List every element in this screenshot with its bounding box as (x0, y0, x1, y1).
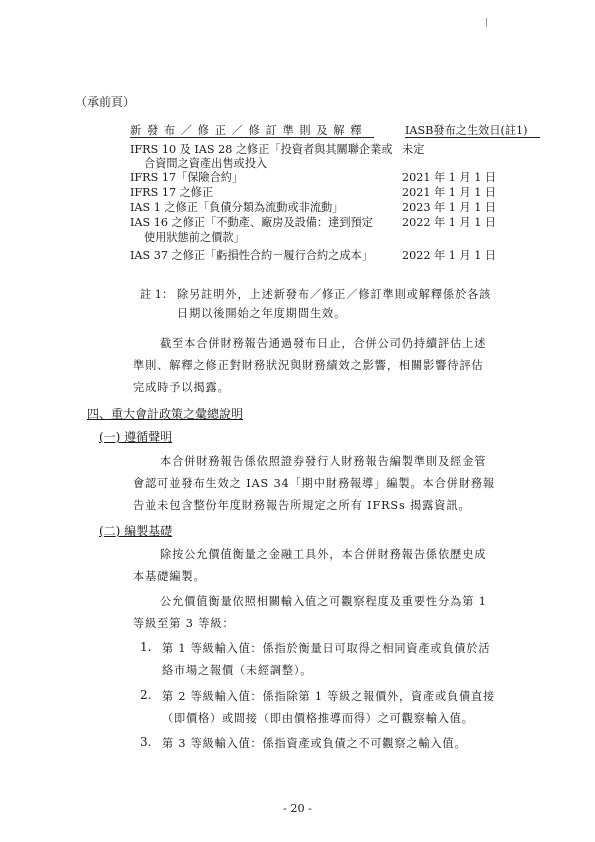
table-row-item: IAS 37 之修正「虧損性合約－履行合約之成本」 (130, 249, 373, 262)
page-number: - 20 - (283, 802, 312, 815)
paragraph-line: 除按公允價值衡量之金融工具外，本合併財務報告係依歷史成 (160, 548, 487, 561)
note-label: 註 1： (140, 288, 174, 301)
table-row-date: 2021 年 1 月 1 日 (402, 171, 497, 184)
paragraph-line: 會認可並發布生效之 IAS 34「期中財務報導」編製。本合併財務報 (133, 477, 496, 490)
paragraph-line: 完成時予以揭露。 (133, 381, 230, 394)
table-row-date: 未定 (402, 143, 425, 156)
table-header-rule-right (405, 137, 540, 138)
section-title: 四、重大會計政策之彙總說明 (87, 407, 244, 421)
corner-mark (486, 18, 487, 27)
table-header-rule-left (130, 137, 374, 138)
list-number: 1. (140, 640, 152, 654)
table-row-item: IFRS 10 及 IAS 28 之修正「投資者與其關聯企業或 (130, 143, 393, 156)
table-row-item-cont: 使用狀態前之價款」 (144, 231, 245, 244)
list-item-line: 第 3 等級輸入值：係指資產或負債之不可觀察之輸入值。 (162, 737, 467, 750)
table-row-date: 2022 年 1 月 1 日 (402, 216, 497, 229)
list-number: 3. (140, 735, 152, 749)
paragraph-line: 等級至第 3 等級： (133, 617, 235, 630)
paragraph-line: 告並未包含整份年度財務報告所規定之所有 IFRSs 揭露資訊。 (133, 499, 471, 512)
table-row-item: IFRS 17「保險合約」 (130, 171, 244, 184)
table-row-date: 2022 年 1 月 1 日 (402, 249, 497, 262)
table-header-standards: 新 發 布 ／ 修 正 ／ 修 訂 準 則 及 解 釋 (130, 124, 363, 137)
paragraph-line: 準則、解釋之修正對財務狀況與財務績效之影響，相關影響待評估 (133, 359, 484, 372)
table-header-effective-date: IASB發布之生效日(註1) (405, 124, 528, 137)
table-row-item: IFRS 17 之修正 (130, 186, 214, 199)
continued-label: （承前頁） (75, 95, 136, 109)
note-text-line: 日期以後開始之年度期間生效。 (177, 307, 347, 320)
paragraph-line: 截至本合併財務報告通過發布日止，合併公司仍持續評估上述 (160, 337, 487, 350)
table-row-item-cont: 合資間之資產出售或投入 (144, 157, 268, 170)
paragraph-line: 公允價值衡量依照相關輸入值之可觀察程度及重要性分為第 1 (160, 595, 487, 608)
table-row-item: IAS 1 之修正「負債分類為流動或非流動」 (130, 201, 344, 214)
list-number: 2. (140, 688, 152, 702)
note-text-line: 除另註明外，上述新發布／修正／修訂準則或解釋係於各該 (177, 288, 492, 301)
paragraph-line: 本合併財務報告係依照證券發行人財務報告編製準則及經金管 (160, 455, 487, 468)
list-item-line: （即價格）或間接（即由價格推導而得）之可觀察輸入值。 (162, 712, 474, 725)
table-row-date: 2021 年 1 月 1 日 (402, 186, 497, 199)
table-row-item: IAS 16 之修正「不動產、廠房及設備：達到預定 (130, 216, 373, 229)
list-item-line: 第 2 等級輸入值：係指除第 1 等級之報價外，資產或負債直接 (162, 690, 495, 703)
subsection-title: (一) 遵循聲明 (99, 430, 173, 444)
subsection-title: (二) 編製基礎 (99, 524, 173, 538)
table-row-date: 2023 年 1 月 1 日 (402, 201, 497, 214)
paragraph-line: 本基礎編製。 (133, 570, 206, 583)
list-item-line: 絡市場之報價（未經調整）。 (162, 664, 313, 677)
list-item-line: 第 1 等級輸入值：係指於衡量日可取得之相同資產或負債於活 (162, 642, 491, 655)
